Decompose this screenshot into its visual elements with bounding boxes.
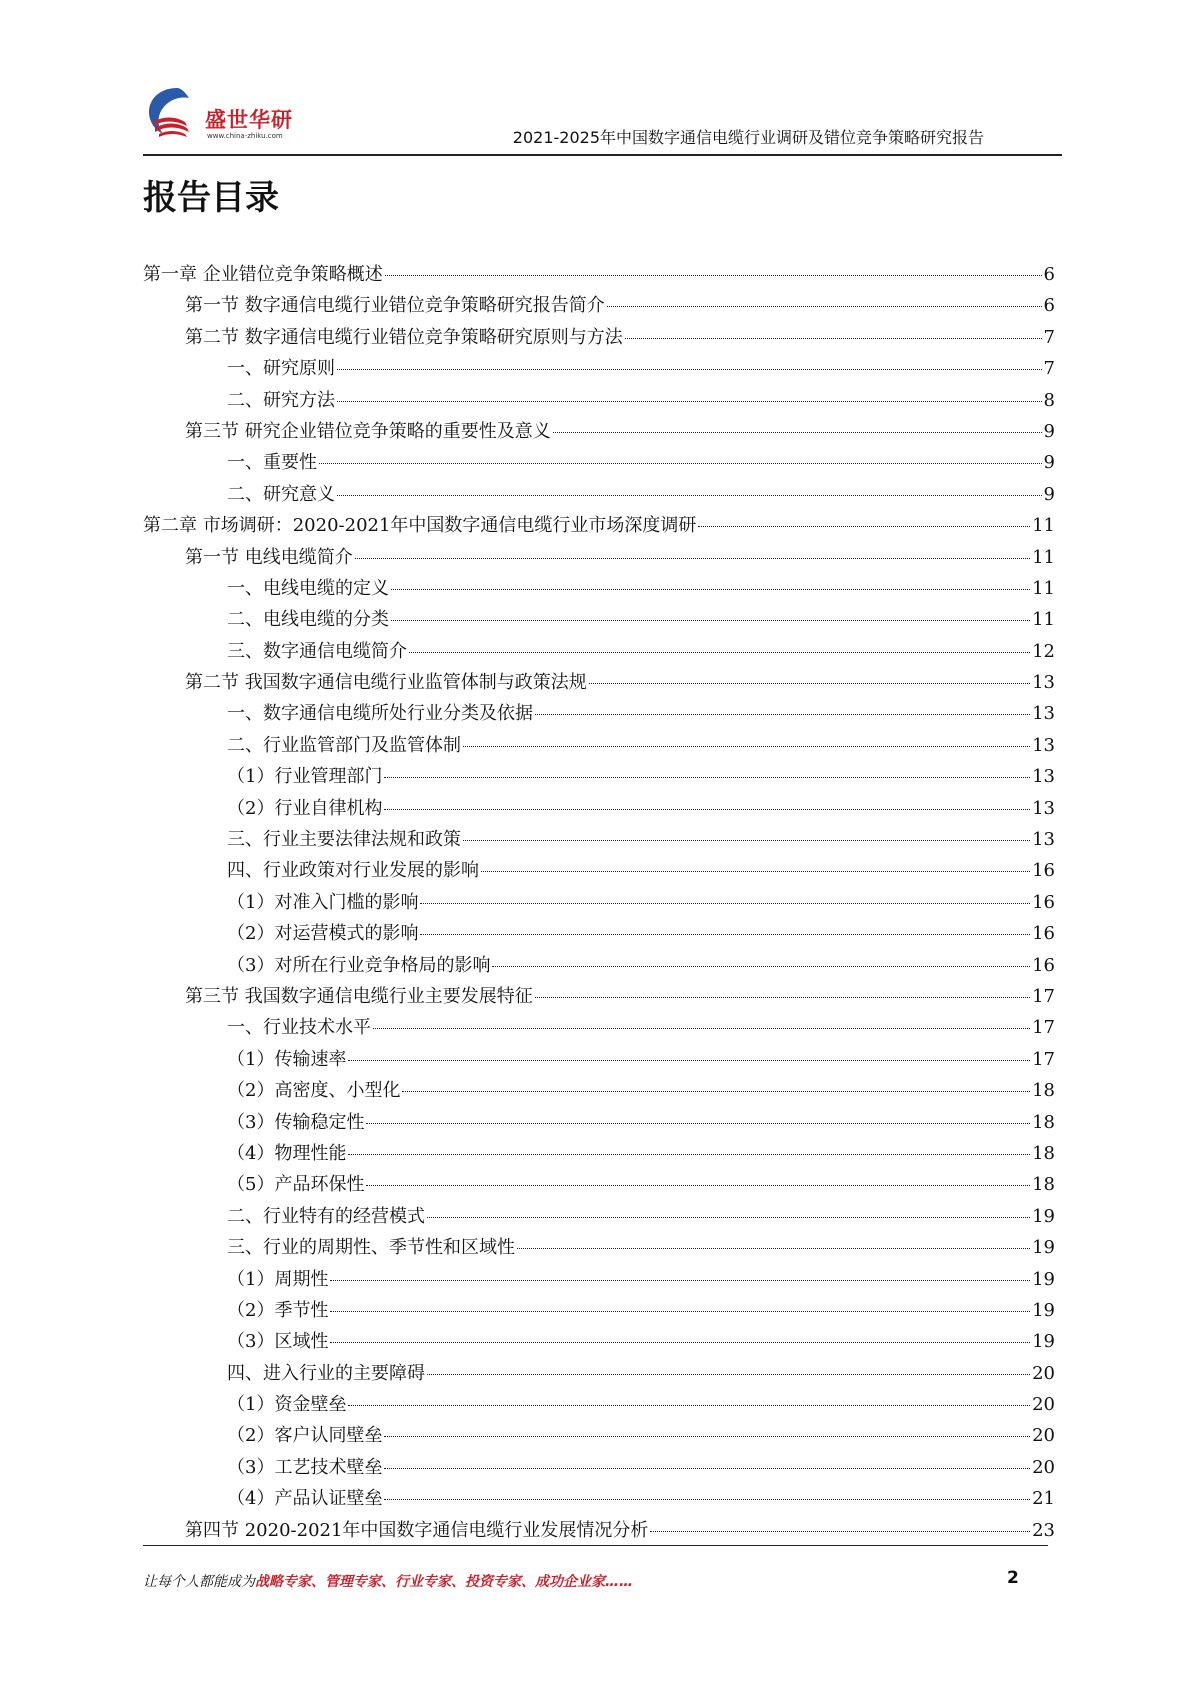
toc-entry-label: 二、行业监管部门及监管体制	[227, 734, 461, 756]
toc-entry-label: 第二节 我国数字通信电缆行业监管体制与政策法规	[185, 672, 587, 694]
toc-dot-leader	[463, 746, 1030, 747]
toc-entry-label: 二、行业特有的经营模式	[227, 1205, 425, 1227]
toc-entry[interactable]	[143, 982, 1055, 1013]
toc-entry[interactable]	[143, 1421, 1055, 1452]
toc-entry[interactable]	[143, 448, 1055, 479]
toc-entry-page: 16	[1032, 923, 1055, 945]
toc-entry[interactable]	[143, 1516, 1055, 1547]
toc-entry-page: 19	[1032, 1237, 1055, 1259]
toc-entry-label: 第二章 市场调研：2020-2021年中国数字通信电缆行业市场深度调研	[143, 515, 697, 537]
toc-entry[interactable]	[143, 1139, 1055, 1170]
toc-entry-page: 17	[1032, 1017, 1055, 1039]
toc-entry-label: （1）资金壁垒	[227, 1394, 347, 1416]
toc-entry-label: 二、研究方法	[227, 389, 335, 411]
toc-dot-leader	[384, 809, 1030, 810]
toc-entry-page: 13	[1032, 672, 1055, 694]
toc-entry[interactable]	[143, 605, 1055, 636]
toc-entry-label: 一、电线电缆的定义	[227, 577, 389, 599]
toc-entry-label: 二、电线电缆的分类	[227, 609, 389, 631]
toc-dot-leader	[337, 401, 1042, 402]
toc-entry-label: （2）行业自律机构	[227, 797, 383, 819]
toc-entry-label: （4）产品认证壁垒	[227, 1488, 383, 1510]
toc-dot-leader	[348, 1154, 1030, 1155]
toc-dot-leader	[420, 903, 1030, 904]
toc-dot-leader	[517, 1248, 1030, 1249]
toc-entry-label: （3）传输稳定性	[227, 1111, 365, 1133]
toc-entry-page: 17	[1032, 1048, 1055, 1070]
toc-entry[interactable]	[143, 919, 1055, 950]
toc-entry-label: （5）产品环保性	[227, 1174, 365, 1196]
toc-entry[interactable]	[143, 1076, 1055, 1107]
toc-entry[interactable]	[143, 1233, 1055, 1264]
toc-entry[interactable]	[143, 1359, 1055, 1390]
company-logo	[143, 82, 313, 146]
toc-dot-leader	[373, 1028, 1030, 1029]
toc-entry-page: 19	[1032, 1205, 1055, 1227]
toc-entry[interactable]	[143, 354, 1055, 385]
toc-entry-label: 第四节 2020-2021年中国数字通信电缆行业发展情况分析	[185, 1519, 649, 1541]
toc-entry-page: 18	[1032, 1080, 1055, 1102]
page-title: 报告目录	[143, 178, 279, 218]
toc-entry-label: 第三节 研究企业错位竞争策略的重要性及意义	[185, 420, 551, 442]
toc-dot-leader	[366, 1123, 1030, 1124]
toc-dot-leader	[625, 338, 1042, 339]
toc-entry-label: 一、行业技术水平	[227, 1017, 371, 1039]
page-number: 2	[1007, 1568, 1019, 1588]
toc-entry-page: 6	[1043, 295, 1055, 317]
toc-dot-leader	[492, 966, 1030, 967]
toc-dot-leader	[337, 495, 1042, 496]
toc-entry-page: 12	[1032, 640, 1055, 662]
toc-dot-leader	[366, 1185, 1030, 1186]
toc-entry-label: 一、重要性	[227, 452, 317, 474]
toc-dot-leader	[337, 369, 1042, 370]
toc-entry-page: 11	[1032, 609, 1055, 631]
toc-entry[interactable]	[143, 1390, 1055, 1421]
toc-dot-leader	[589, 683, 1030, 684]
toc-entry-page: 13	[1032, 797, 1055, 819]
toc-entry-page: 8	[1043, 389, 1055, 411]
toc-entry-label: 四、行业政策对行业发展的影响	[227, 860, 479, 882]
toc-dot-leader	[463, 840, 1030, 841]
toc-entry-label: 二、研究意义	[227, 483, 335, 505]
toc-dot-leader	[427, 1374, 1030, 1375]
toc-dot-leader	[607, 306, 1042, 307]
toc-entry-label: 第一节 数字通信电缆行业错位竞争策略研究报告简介	[185, 295, 605, 317]
toc-entry-page: 11	[1032, 577, 1055, 599]
toc-entry-page: 20	[1032, 1394, 1055, 1416]
toc-entry[interactable]	[143, 386, 1055, 417]
toc-entry-page: 9	[1043, 452, 1055, 474]
toc-entry-label: （1）行业管理部门	[227, 766, 383, 788]
toc-entry-page: 6	[1043, 264, 1055, 285]
footer-slogan-prefix: 让每个人都能成为	[143, 1574, 255, 1590]
table-of-contents	[143, 260, 1055, 1547]
toc-entry-page: 11	[1032, 546, 1055, 568]
toc-entry-label: （3）工艺技术壁垒	[227, 1456, 383, 1478]
toc-entry-label: （2）客户认同壁垒	[227, 1425, 383, 1447]
toc-entry-page: 18	[1032, 1111, 1055, 1133]
toc-dot-leader	[481, 871, 1030, 872]
toc-dot-leader	[427, 1217, 1030, 1218]
toc-entry[interactable]	[143, 1453, 1055, 1484]
toc-entry[interactable]	[143, 699, 1055, 730]
toc-entry-page: 20	[1032, 1456, 1055, 1478]
toc-entry[interactable]	[143, 1045, 1055, 1076]
toc-entry-page: 19	[1032, 1331, 1055, 1353]
toc-dot-leader	[348, 1405, 1030, 1406]
toc-entry-label: （4）物理性能	[227, 1142, 347, 1164]
toc-entry-page: 13	[1032, 829, 1055, 851]
toc-entry-label: 第一章 企业错位竞争策略概述	[143, 264, 383, 285]
toc-entry-label: 第三节 我国数字通信电缆行业主要发展特征	[185, 985, 533, 1007]
toc-dot-leader	[409, 652, 1030, 653]
toc-entry[interactable]	[143, 511, 1055, 542]
toc-entry-page: 20	[1032, 1362, 1055, 1384]
toc-entry-page: 17	[1032, 985, 1055, 1007]
toc-entry-page: 13	[1032, 734, 1055, 756]
page-header	[143, 82, 1062, 156]
toc-entry-label: （1）周期性	[227, 1268, 329, 1290]
toc-entry[interactable]	[143, 1170, 1055, 1201]
logo-emblem-icon	[143, 82, 207, 142]
toc-entry-page: 19	[1032, 1299, 1055, 1321]
toc-entry[interactable]	[143, 888, 1055, 919]
toc-entry-label: （2）季节性	[227, 1299, 329, 1321]
toc-dot-leader	[330, 1280, 1030, 1281]
toc-dot-leader	[391, 620, 1030, 621]
document-title: 2021-2025年中国数字通信电缆行业调研及错位竞争策略研究报告	[512, 128, 984, 147]
toc-dot-leader	[384, 1468, 1030, 1469]
toc-entry-page: 7	[1043, 326, 1055, 348]
toc-entry[interactable]	[143, 1484, 1055, 1515]
toc-entry-page: 23	[1032, 1519, 1055, 1541]
toc-entry[interactable]	[143, 668, 1055, 699]
toc-entry[interactable]	[143, 762, 1055, 793]
toc-dot-leader	[535, 714, 1030, 715]
toc-entry-page: 16	[1032, 954, 1055, 976]
toc-entry-label: （3）对所在行业竞争格局的影响	[227, 954, 491, 976]
toc-entry-page: 9	[1043, 420, 1055, 442]
toc-entry-page: 21	[1032, 1488, 1055, 1510]
footer-slogan	[143, 1571, 633, 1591]
toc-dot-leader	[384, 1436, 1030, 1437]
toc-dot-leader	[384, 777, 1030, 778]
footer-divider	[143, 1545, 1048, 1546]
toc-dot-leader	[330, 1311, 1030, 1312]
toc-entry-page: 18	[1032, 1142, 1055, 1164]
toc-entry[interactable]	[143, 637, 1055, 668]
toc-entry-page: 18	[1032, 1174, 1055, 1196]
toc-dot-leader	[420, 934, 1030, 935]
toc-dot-leader	[698, 526, 1030, 527]
toc-entry-label: 第二节 数字通信电缆行业错位竞争策略研究原则与方法	[185, 326, 623, 348]
toc-entry[interactable]	[143, 260, 1055, 291]
toc-entry-label: （2）高密度、小型化	[227, 1080, 401, 1102]
toc-entry-page: 7	[1043, 358, 1055, 380]
toc-entry-label: 一、数字通信电缆所处行业分类及依据	[227, 703, 533, 725]
toc-entry[interactable]	[143, 1108, 1055, 1139]
toc-entry-page: 20	[1032, 1425, 1055, 1447]
toc-entry[interactable]	[143, 825, 1055, 856]
toc-entry[interactable]	[143, 574, 1055, 605]
toc-entry[interactable]	[143, 856, 1055, 887]
toc-dot-leader	[384, 1499, 1030, 1500]
toc-entry-label: 一、研究原则	[227, 358, 335, 380]
toc-entry-page: 16	[1032, 891, 1055, 913]
toc-dot-leader	[535, 997, 1030, 998]
toc-entry-page: 9	[1043, 483, 1055, 505]
toc-entry[interactable]	[143, 1296, 1055, 1327]
toc-dot-leader	[319, 463, 1042, 464]
toc-entry[interactable]	[143, 543, 1055, 574]
toc-dot-leader	[330, 1342, 1030, 1343]
footer-slogan-highlight: 战略专家、管理专家、行业专家、投资专家、成功企业家……	[255, 1574, 633, 1590]
toc-dot-leader	[355, 558, 1030, 559]
toc-entry[interactable]	[143, 951, 1055, 982]
toc-entry[interactable]	[143, 291, 1055, 322]
toc-entry[interactable]	[143, 731, 1055, 762]
toc-entry-label: 三、数字通信电缆简介	[227, 640, 407, 662]
toc-entry[interactable]	[143, 323, 1055, 354]
toc-dot-leader	[402, 1091, 1030, 1092]
toc-entry-label: 四、进入行业的主要障碍	[227, 1362, 425, 1384]
toc-entry[interactable]	[143, 1202, 1055, 1233]
toc-entry[interactable]	[143, 794, 1055, 825]
toc-entry[interactable]	[143, 1013, 1055, 1044]
toc-entry[interactable]	[143, 1265, 1055, 1296]
toc-entry-page: 11	[1032, 515, 1055, 537]
toc-entry-label: 第一节 电线电缆简介	[185, 546, 353, 568]
toc-entry-label: （2）对运营模式的影响	[227, 923, 419, 945]
logo-url: www.china-zhiku.com	[207, 132, 283, 140]
toc-entry-page: 13	[1032, 703, 1055, 725]
toc-entry[interactable]	[143, 1327, 1055, 1358]
toc-dot-leader	[391, 589, 1030, 590]
toc-entry-label: （1）对准入门槛的影响	[227, 891, 419, 913]
toc-entry-label: （3）区域性	[227, 1331, 329, 1353]
toc-dot-leader	[650, 1531, 1030, 1532]
toc-dot-leader	[553, 432, 1042, 433]
toc-entry-page: 16	[1032, 860, 1055, 882]
toc-entry-label: 三、行业主要法律法规和政策	[227, 829, 461, 851]
toc-entry-label: （1）传输速率	[227, 1048, 347, 1070]
toc-entry-label: 三、行业的周期性、季节性和区域性	[227, 1237, 515, 1259]
toc-entry[interactable]	[143, 417, 1055, 448]
logo-text: 盛世华研	[205, 108, 293, 132]
toc-entry-page: 19	[1032, 1268, 1055, 1290]
toc-dot-leader	[385, 275, 1042, 276]
toc-entry[interactable]	[143, 480, 1055, 511]
toc-dot-leader	[348, 1060, 1030, 1061]
toc-entry-page: 13	[1032, 766, 1055, 788]
